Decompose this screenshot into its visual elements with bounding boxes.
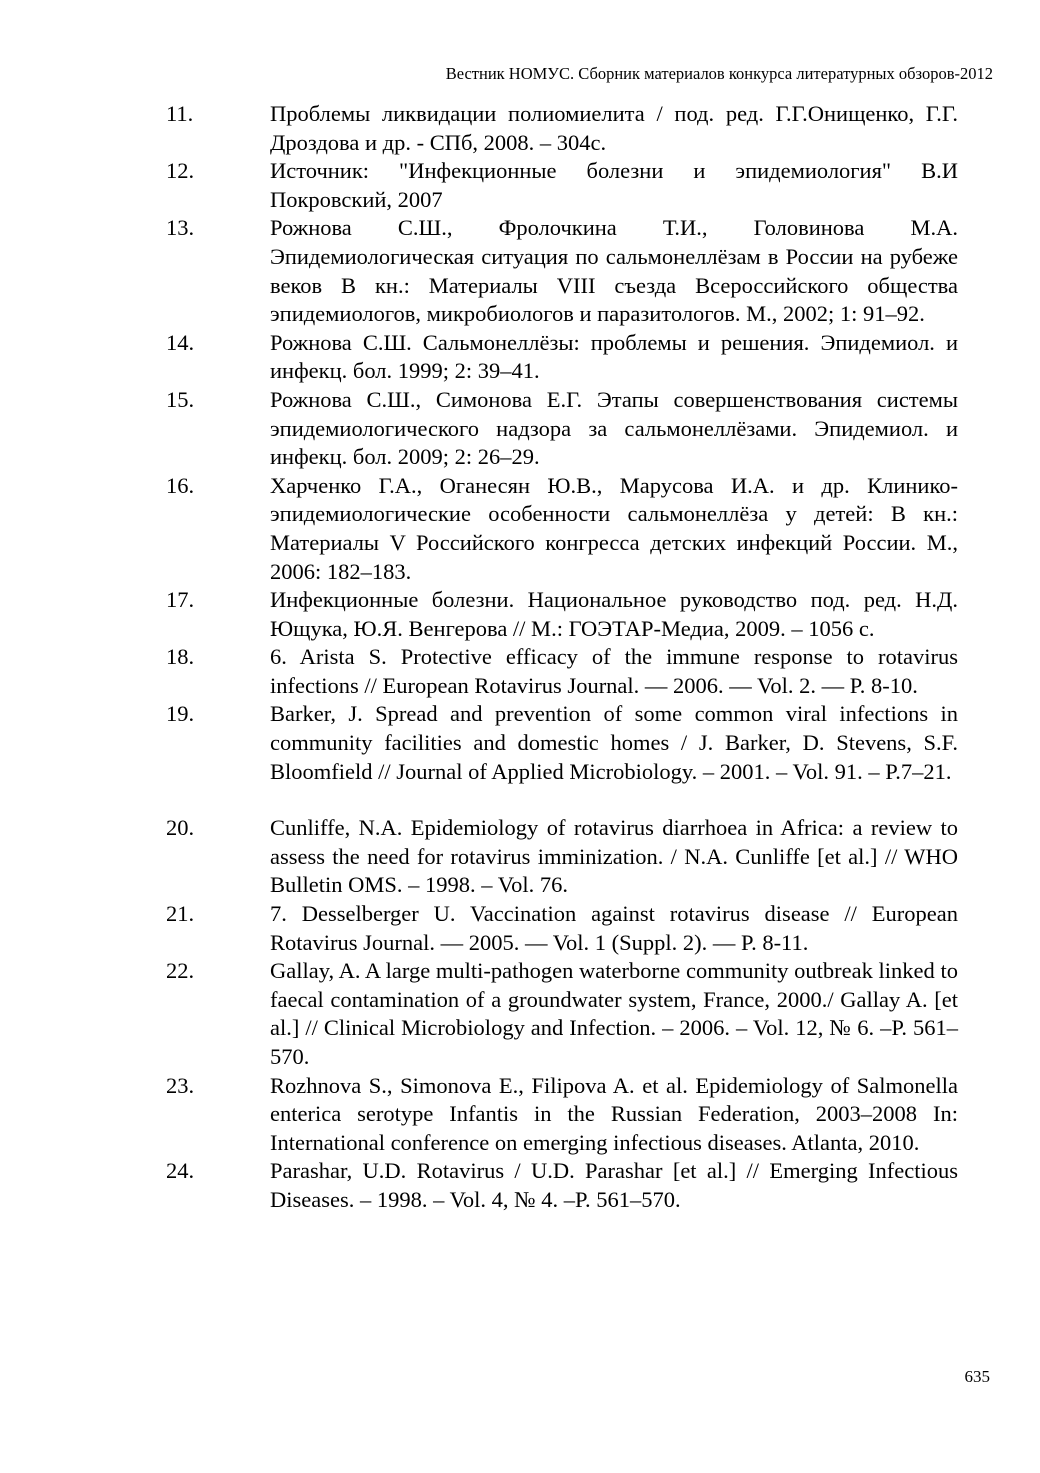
reference-text: Gallay, A. A large multi-pathogen waterborne community outbreak linked to faecal contamination of a groundwater system, France, 2000./ Gallay A. [et al.] // Clinical Microbiology and Infection. – 2006. – Vol. 12, № 6. –P. 561–570. xyxy=(270,958,958,1069)
reference-number: 17. xyxy=(166,587,195,613)
reference-item-23 xyxy=(0,1072,1040,1158)
reference-item-19 xyxy=(0,700,1040,786)
reference-item-15 xyxy=(0,386,1040,472)
reference-number: 22. xyxy=(166,958,195,984)
reference-number: 15. xyxy=(166,386,195,412)
reference-item-18 xyxy=(0,643,1040,700)
reference-text: Проблемы ликвидации полиомиелита / под. ред. Г.Г.Онищенко, Г.Г. Дроздова и др. - СПб, 2008. – 304с. xyxy=(270,101,958,155)
reference-number: 19. xyxy=(166,701,195,727)
reference-number: 18. xyxy=(166,644,195,670)
page-number: 635 xyxy=(964,1367,990,1386)
reference-text: Источник: "Инфекционные болезни и эпидемиология" В.И Покровский, 2007 xyxy=(270,158,958,212)
reference-item-12 xyxy=(0,157,1040,214)
reference-number: 13. xyxy=(166,215,195,241)
reference-number: 20. xyxy=(166,815,195,841)
reference-number: 16. xyxy=(166,472,195,498)
reference-item-16 xyxy=(0,472,1040,586)
reference-item-20 xyxy=(0,814,1040,900)
reference-number: 12. xyxy=(166,158,195,184)
reference-item-11 xyxy=(0,100,1040,157)
reference-item-17 xyxy=(0,586,1040,643)
reference-text: Инфекционные болезни. Национальное руководство под. ред. Н.Д. Ющука, Ю.Я. Венгерова // М.: ГОЭТАР-Медиа, 2009. – 1056 с. xyxy=(270,587,958,641)
reference-number: 23. xyxy=(166,1072,195,1098)
reference-text: Харченко Г.А., Оганесян Ю.В., Марусова И.А. и др. Клинико-эпидемиологические особенности сальмонеллёза у детей: В кн.: Материалы V Российского конгресса детских инфекций России. М., 2006: 182–183. xyxy=(270,472,958,584)
reference-item-22 xyxy=(0,957,1040,1071)
reference-text: Рожнова С.Ш., Симонова Е.Г. Этапы совершенствования системы эпидемиологического надзора за сальмонеллёзами. Эпидемиол. и инфекц. бол. 2009; 2: 26–29. xyxy=(270,386,958,470)
reference-text: Parashar, U.D. Rotavirus / U.D. Parashar [et al.] // Emerging Infectious Diseases. – 1998. – Vol. 4, № 4. –P. 561–570. xyxy=(270,1158,958,1212)
reference-text: Рожнова С.Ш., Фролочкина Т.И., Головинова М.А. Эпидемиологическая ситуация по сальмонеллёзам в России на рубеже веков В кн.: Материалы VIII съезда Всероссийского общества эпидемиологов, микробиологов и паразитологов. М., 2002; 1: 91–92. xyxy=(270,215,958,327)
reference-item-14 xyxy=(0,329,1040,386)
reference-number: 11. xyxy=(166,101,194,126)
reference-text: Рожнова С.Ш. Сальмонеллёзы: проблемы и решения. Эпидемиол. и инфекц. бол. 1999; 2: 39–41. xyxy=(270,329,958,384)
reference-number: 14. xyxy=(166,329,195,355)
reference-number: 24. xyxy=(166,1158,195,1184)
reference-item-13 xyxy=(0,214,1040,328)
reference-list xyxy=(0,100,1040,1215)
reference-text: Barker, J. Spread and prevention of some common viral infections in community facilities and domestic homes / J. Barker, D. Stevens, S.F. Bloomfield // Journal of Applied Microbiology. – 2001. – Vol. 91. – P.7–21. xyxy=(270,701,958,784)
reference-text: 6. Arista S. Protective efficacy of the immune response to rotavirus infections // European Rotavirus Journal. — 2006. — Vol. 2. — P. 8-10. xyxy=(270,644,958,698)
running-header: Вестник НОМУС. Сборник материалов конкурса литературных обзоров-2012 xyxy=(445,64,993,83)
reference-text: Rozhnova S., Simonova E., Filipova A. et al. Epidemiology of Salmonella enterica serotype Infantis in the Russian Federation, 2003–2008 In: International conference on emerging infectious diseases. Atlanta, 2010. xyxy=(270,1072,958,1155)
reference-item-21 xyxy=(0,900,1040,957)
reference-number: 21. xyxy=(166,901,195,927)
reference-item-24 xyxy=(0,1157,1040,1214)
reference-text: Cunliffe, N.A. Epidemiology of rotavirus diarrhoea in Africa: a review to assess the need for rotavirus imminization. / N.A. Cunliffe [et al.] // WHO Bulletin OMS. – 1998. – Vol. 76. xyxy=(270,815,958,898)
reference-text: 7. Desselberger U. Vaccination against rotavirus disease // European Rotavirus Journal. — 2005. — Vol. 1 (Suppl. 2). — P. 8-11. xyxy=(270,901,958,955)
